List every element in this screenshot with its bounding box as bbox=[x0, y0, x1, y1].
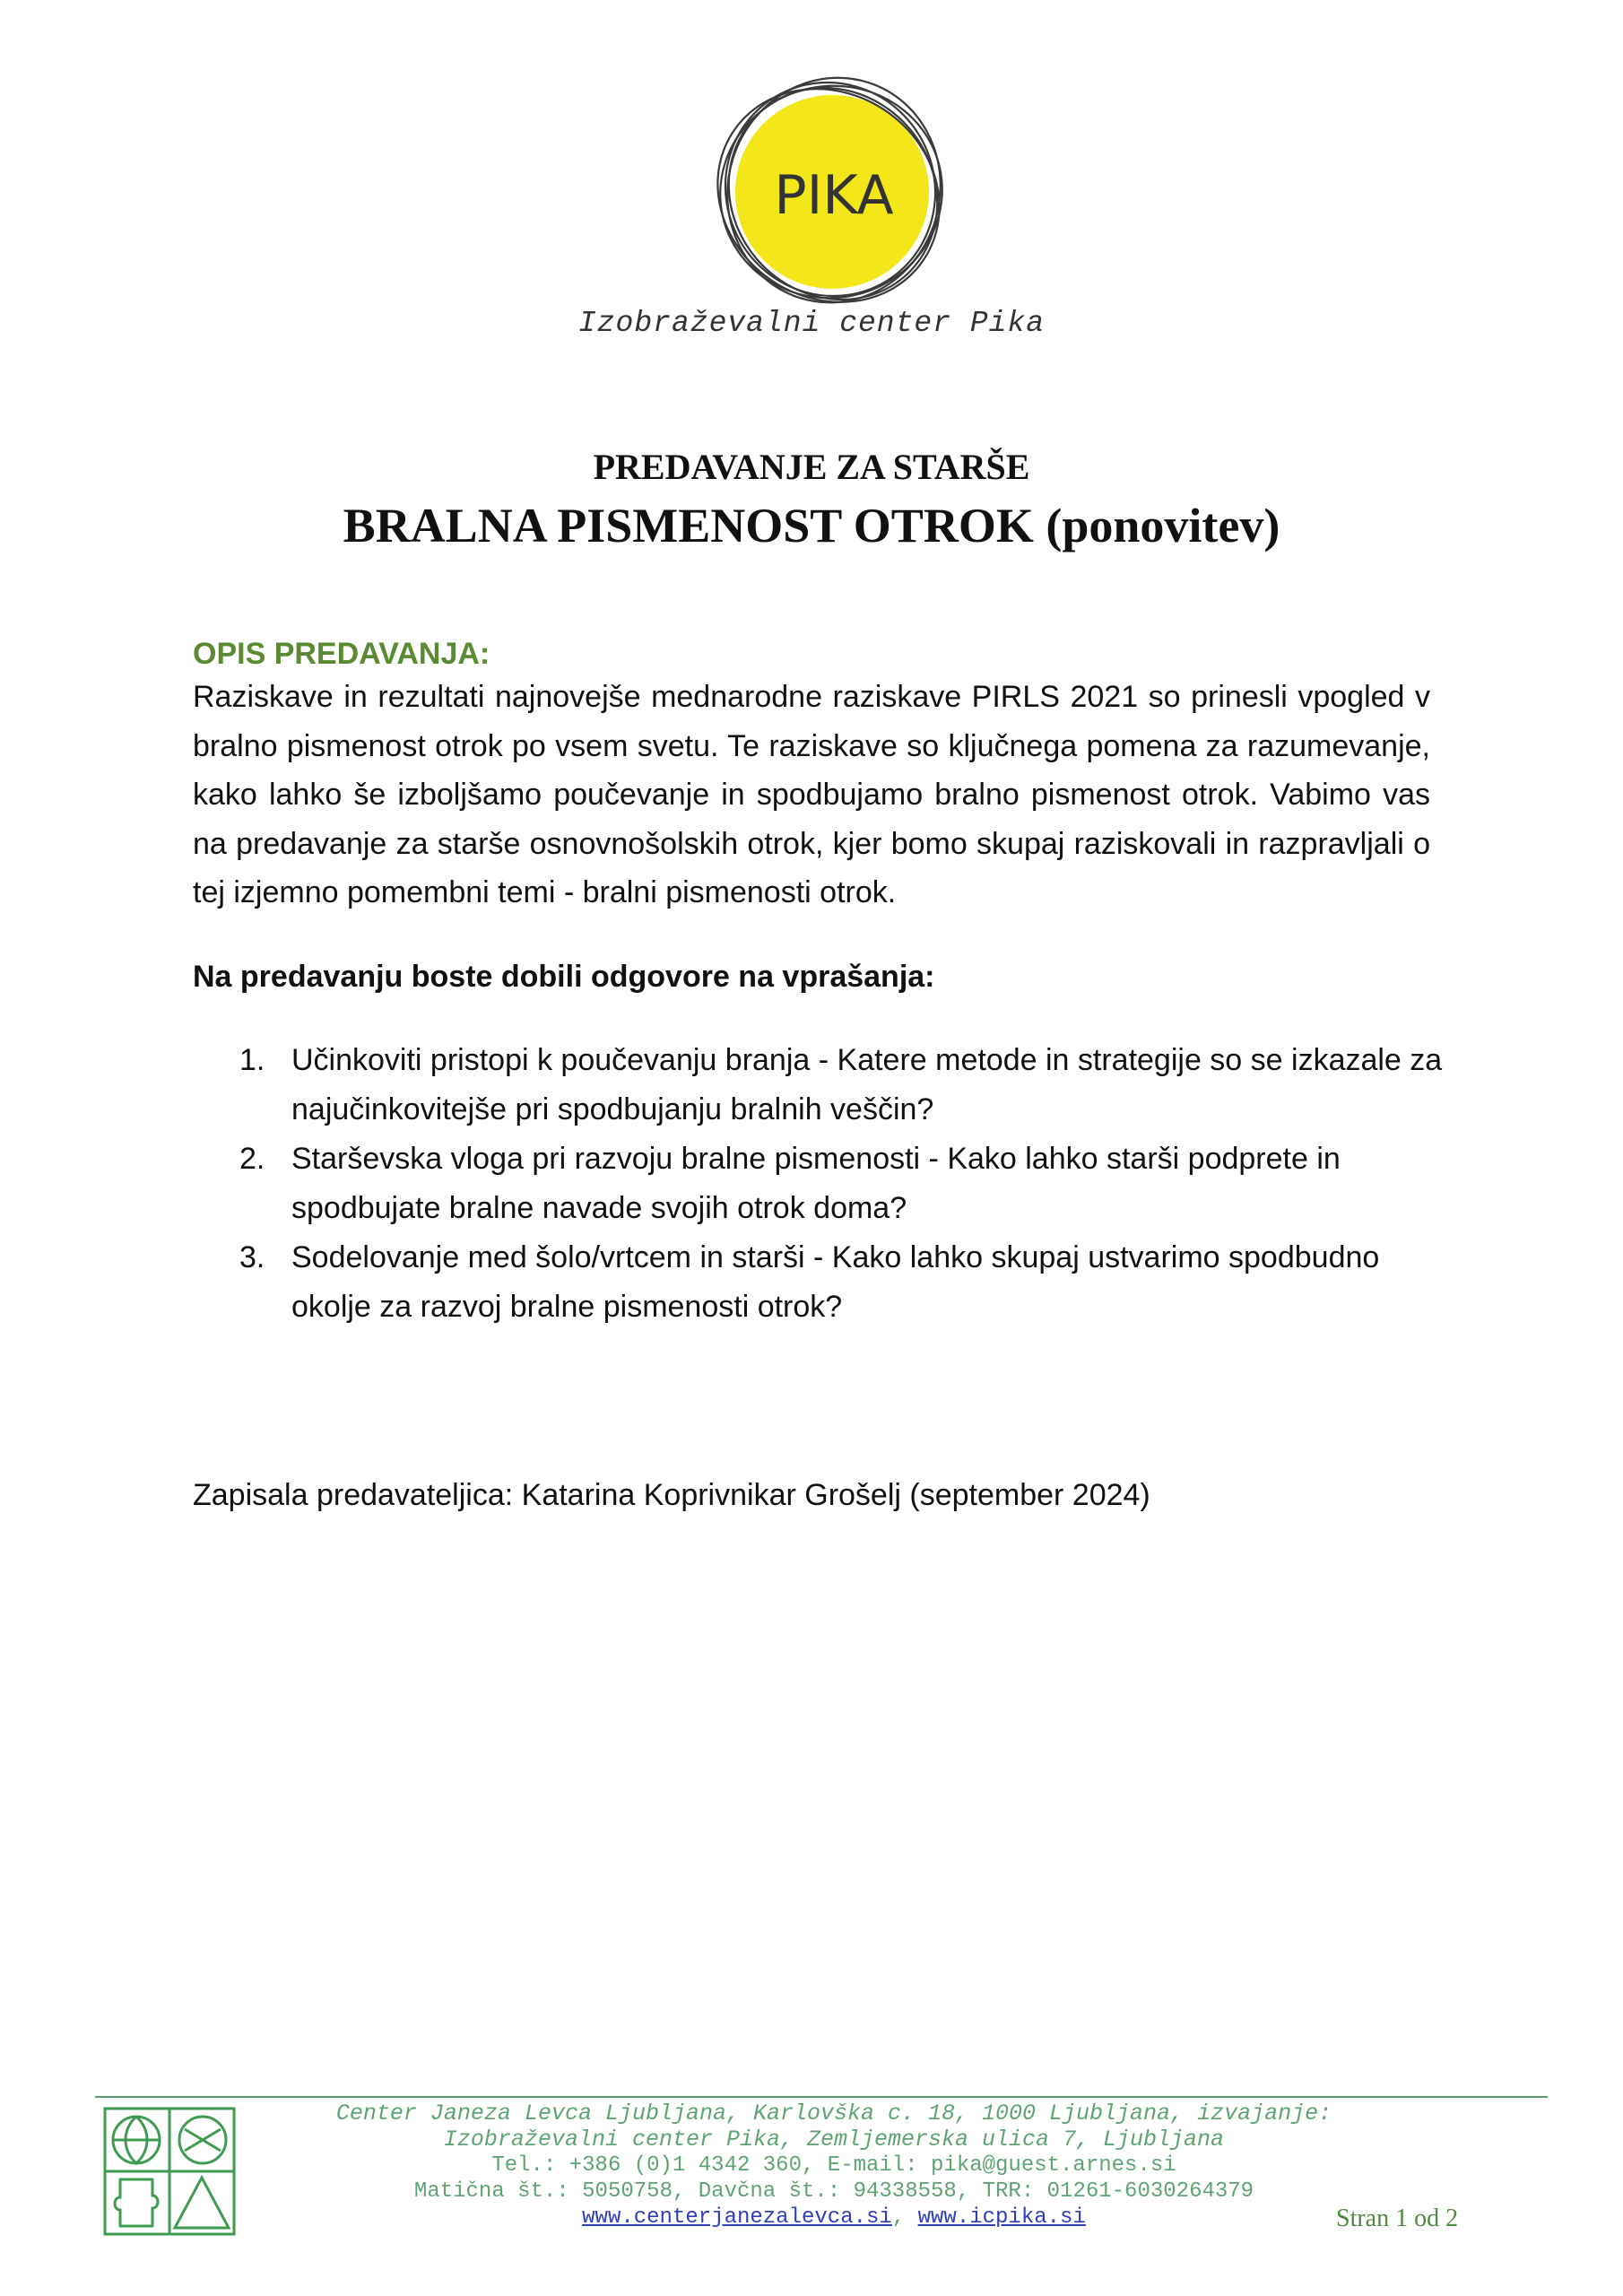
list-item bbox=[193, 1036, 1466, 1135]
footer-line-1: Center Janeza Levca Ljubljana, Karlovška c. 18, 1000 Ljubljana, izvajanje: bbox=[335, 2100, 1332, 2126]
footer-address bbox=[215, 2100, 1453, 2231]
list-item-text: Sodelovanje med šolo/vrtcem in starši - Kako lahko skupaj ustvarimo spodbudno okolje za razvoj bralne pismenosti otrok? bbox=[291, 1240, 1380, 1324]
list-item-text: Starševska vloga pri razvoju bralne pismenosti - Kako lahko starši podprete in spodbujate bralne navade svojih otrok doma? bbox=[291, 1142, 1341, 1225]
questions-list bbox=[193, 1036, 1466, 1332]
page-number: Stran 1 od 2 bbox=[1336, 2205, 1459, 2232]
list-item bbox=[193, 1233, 1466, 1332]
link-centerjanezalevca[interactable]: www.centerjanezalevca.si bbox=[582, 2205, 892, 2230]
footer-links bbox=[215, 2205, 1453, 2231]
pika-logo-icon bbox=[710, 72, 952, 314]
footer-registry: Matična št.: 5050758, Davčna št.: 94338558, TRR: 01261-6030264379 bbox=[413, 2179, 1254, 2204]
pika-logo bbox=[710, 72, 952, 314]
signature: Zapisala predavateljica: Katarina Koprivnikar Grošelj (september 2024) bbox=[193, 1478, 1150, 1512]
footer-line-2: Izobraževalni center Pika, Zemljemerska ulica 7, Ljubljana bbox=[443, 2126, 1225, 2152]
footer-link-separator: , bbox=[891, 2205, 918, 2230]
questions-heading: Na predavanju boste dobili odgovore na vprašanja: bbox=[193, 960, 935, 994]
description-text: Raziskave in rezultati najnovejše mednarodne raziskave PIRLS 2021 so prinesli vpogled v bralno pismenost otrok po vsem svetu. Te raziskave so ključnega pomena za razumevanje, kako lahko še izboljšamo poučevanje in spodbujamo bralno pismenost otrok. Vabimo vas na predavanje za starše osnovnošolskih otrok, kjer bomo skupaj raziskovali in razpravljali o tej izjemno pomembni temi - bralni pismenosti otrok. bbox=[193, 680, 1430, 909]
description-heading: OPIS PREDAVANJA: bbox=[193, 637, 490, 671]
logo-text: PIKA bbox=[774, 164, 894, 227]
list-item-number: 1. bbox=[239, 1043, 265, 1077]
footer-divider bbox=[95, 2096, 1548, 2098]
list-item bbox=[193, 1135, 1466, 1233]
list-item-number: 3. bbox=[239, 1240, 265, 1274]
list-item-text: Učinkoviti pristopi k poučevanju branja - Katere metode in strategije so se izkazale za najučinkovitejše pri spodbujanju bralnih veščin? bbox=[291, 1043, 1443, 1126]
list-item-number: 2. bbox=[239, 1142, 265, 1176]
page-title: BRALNA PISMENOST OTROK (ponovitev) bbox=[343, 499, 1280, 552]
center-name: Izobraževalni center Pika bbox=[577, 307, 1046, 340]
event-kicker: PREDAVANJE ZA STARŠE bbox=[593, 447, 1030, 487]
footer-contact: Tel.: +386 (0)1 4342 360, E-mail: pika@guest.arnes.si bbox=[491, 2153, 1176, 2178]
link-icpika[interactable]: www.icpika.si bbox=[917, 2205, 1086, 2230]
